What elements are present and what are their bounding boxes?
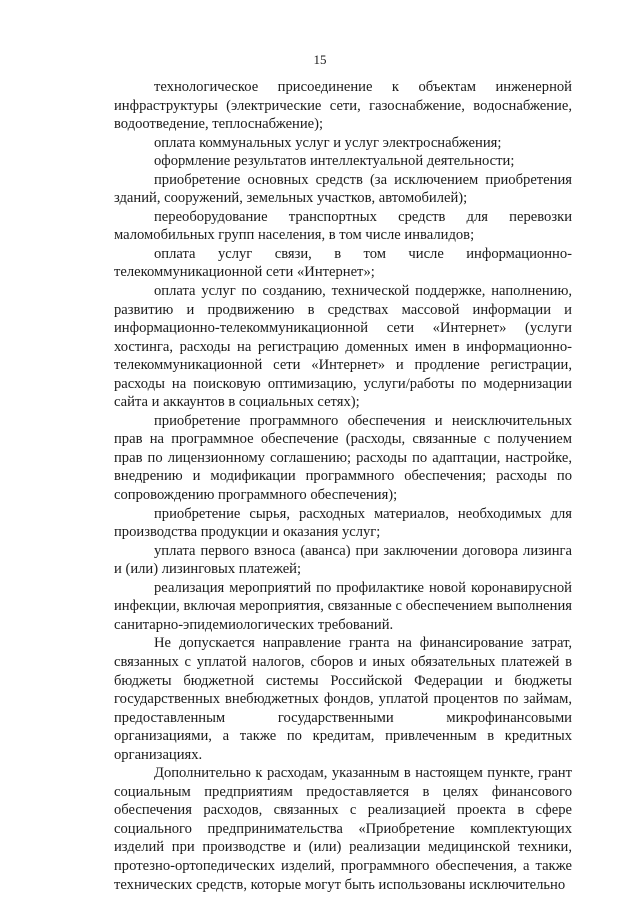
paragraph-utilities: оплата коммунальных услуг и услуг электроснабжения; [154,134,502,151]
paragraph-communication-services: оплата услуг связи, в том числе информационно-телекоммуникационной сети «Интернет»; [114,245,572,281]
paragraph-intellectual-property: оформление результатов интеллектуальной деятельности; [154,153,515,170]
paragraph-additional-expenses: Дополнительно к расходам, указанным в настоящем пункте, грант социальным предприятиям предоставляется в целях финансового обеспечения расходов, связанных с реализацией проекта в сфере социального предпринимательства «Приобретение комплектующих изделий при производстве и (или) реализации медицинской техники, протезно-ортопедических изделий, программного обеспечения, а также технических средств, которые могут быть использованы исключительно [114,765,572,893]
paragraph-vehicle-conversion: переоборудование транспортных средств для перевозки маломобильных групп населения, в том числе инвалидов; [114,208,572,244]
page-number: 15 [313,52,327,67]
document-body [114,78,572,894]
paragraph-prohibited-expenses: Не допускается направление гранта на финансирование затрат, связанных с уплатой налогов, сборов и иных обязательных платежей в бюджеты бюджетной системы Российской Федерации и бюджеты государственных внебюджетных фондов, уплатой процентов по займам, предоставленным государственными микрофинансовыми организациями, а также по кредитам, привлеченным в кредитных организациях. [114,635,572,763]
paragraph-internet-services: оплата услуг по созданию, технической поддержке, наполнению, развитию и продвижению в средствах массовой информации и информационно-телекоммуникационной сети «Интернет» (услуги хостинга, расходы на регистрацию доменных имен в информационно-телекоммуникационной сети «Интернет» и продление регистрации, расходы на поисковую оптимизацию, услуги/работы по модернизации сайта и аккаунтов в социальных сетях); [114,283,572,411]
paragraph-fixed-assets: приобретение основных средств (за исключением приобретения зданий, сооружений, земельных участков, автомобилей); [114,171,572,207]
paragraph-leasing: уплата первого взноса (аванса) при заключении договора лизинга и (или) лизинговых платежей; [114,542,572,578]
paragraph-software: приобретение программного обеспечения и неисключительных прав на программное обеспечение (расходы, связанные с получением прав по лицензионному соглашению; расходы по адаптации, настройке, внедрению и модификации программного обеспечения; расходы по сопровождению программного обеспечения); [114,412,572,504]
paragraph-coronavirus-measures: реализация мероприятий по профилактике новой коронавирусной инфекции, включая мероприятия, связанные с обеспечением выполнения санитарно-эпидемиологических требований. [114,579,572,633]
paragraph-infrastructure-connection: технологическое присоединение к объектам инженерной инфраструктуры (электрические сети, газоснабжение, водоснабжение, водоотведение, теплоснабжение); [114,79,572,133]
paragraph-raw-materials: приобретение сырья, расходных материалов, необходимых для производства продукции и оказания услуг; [114,505,572,541]
